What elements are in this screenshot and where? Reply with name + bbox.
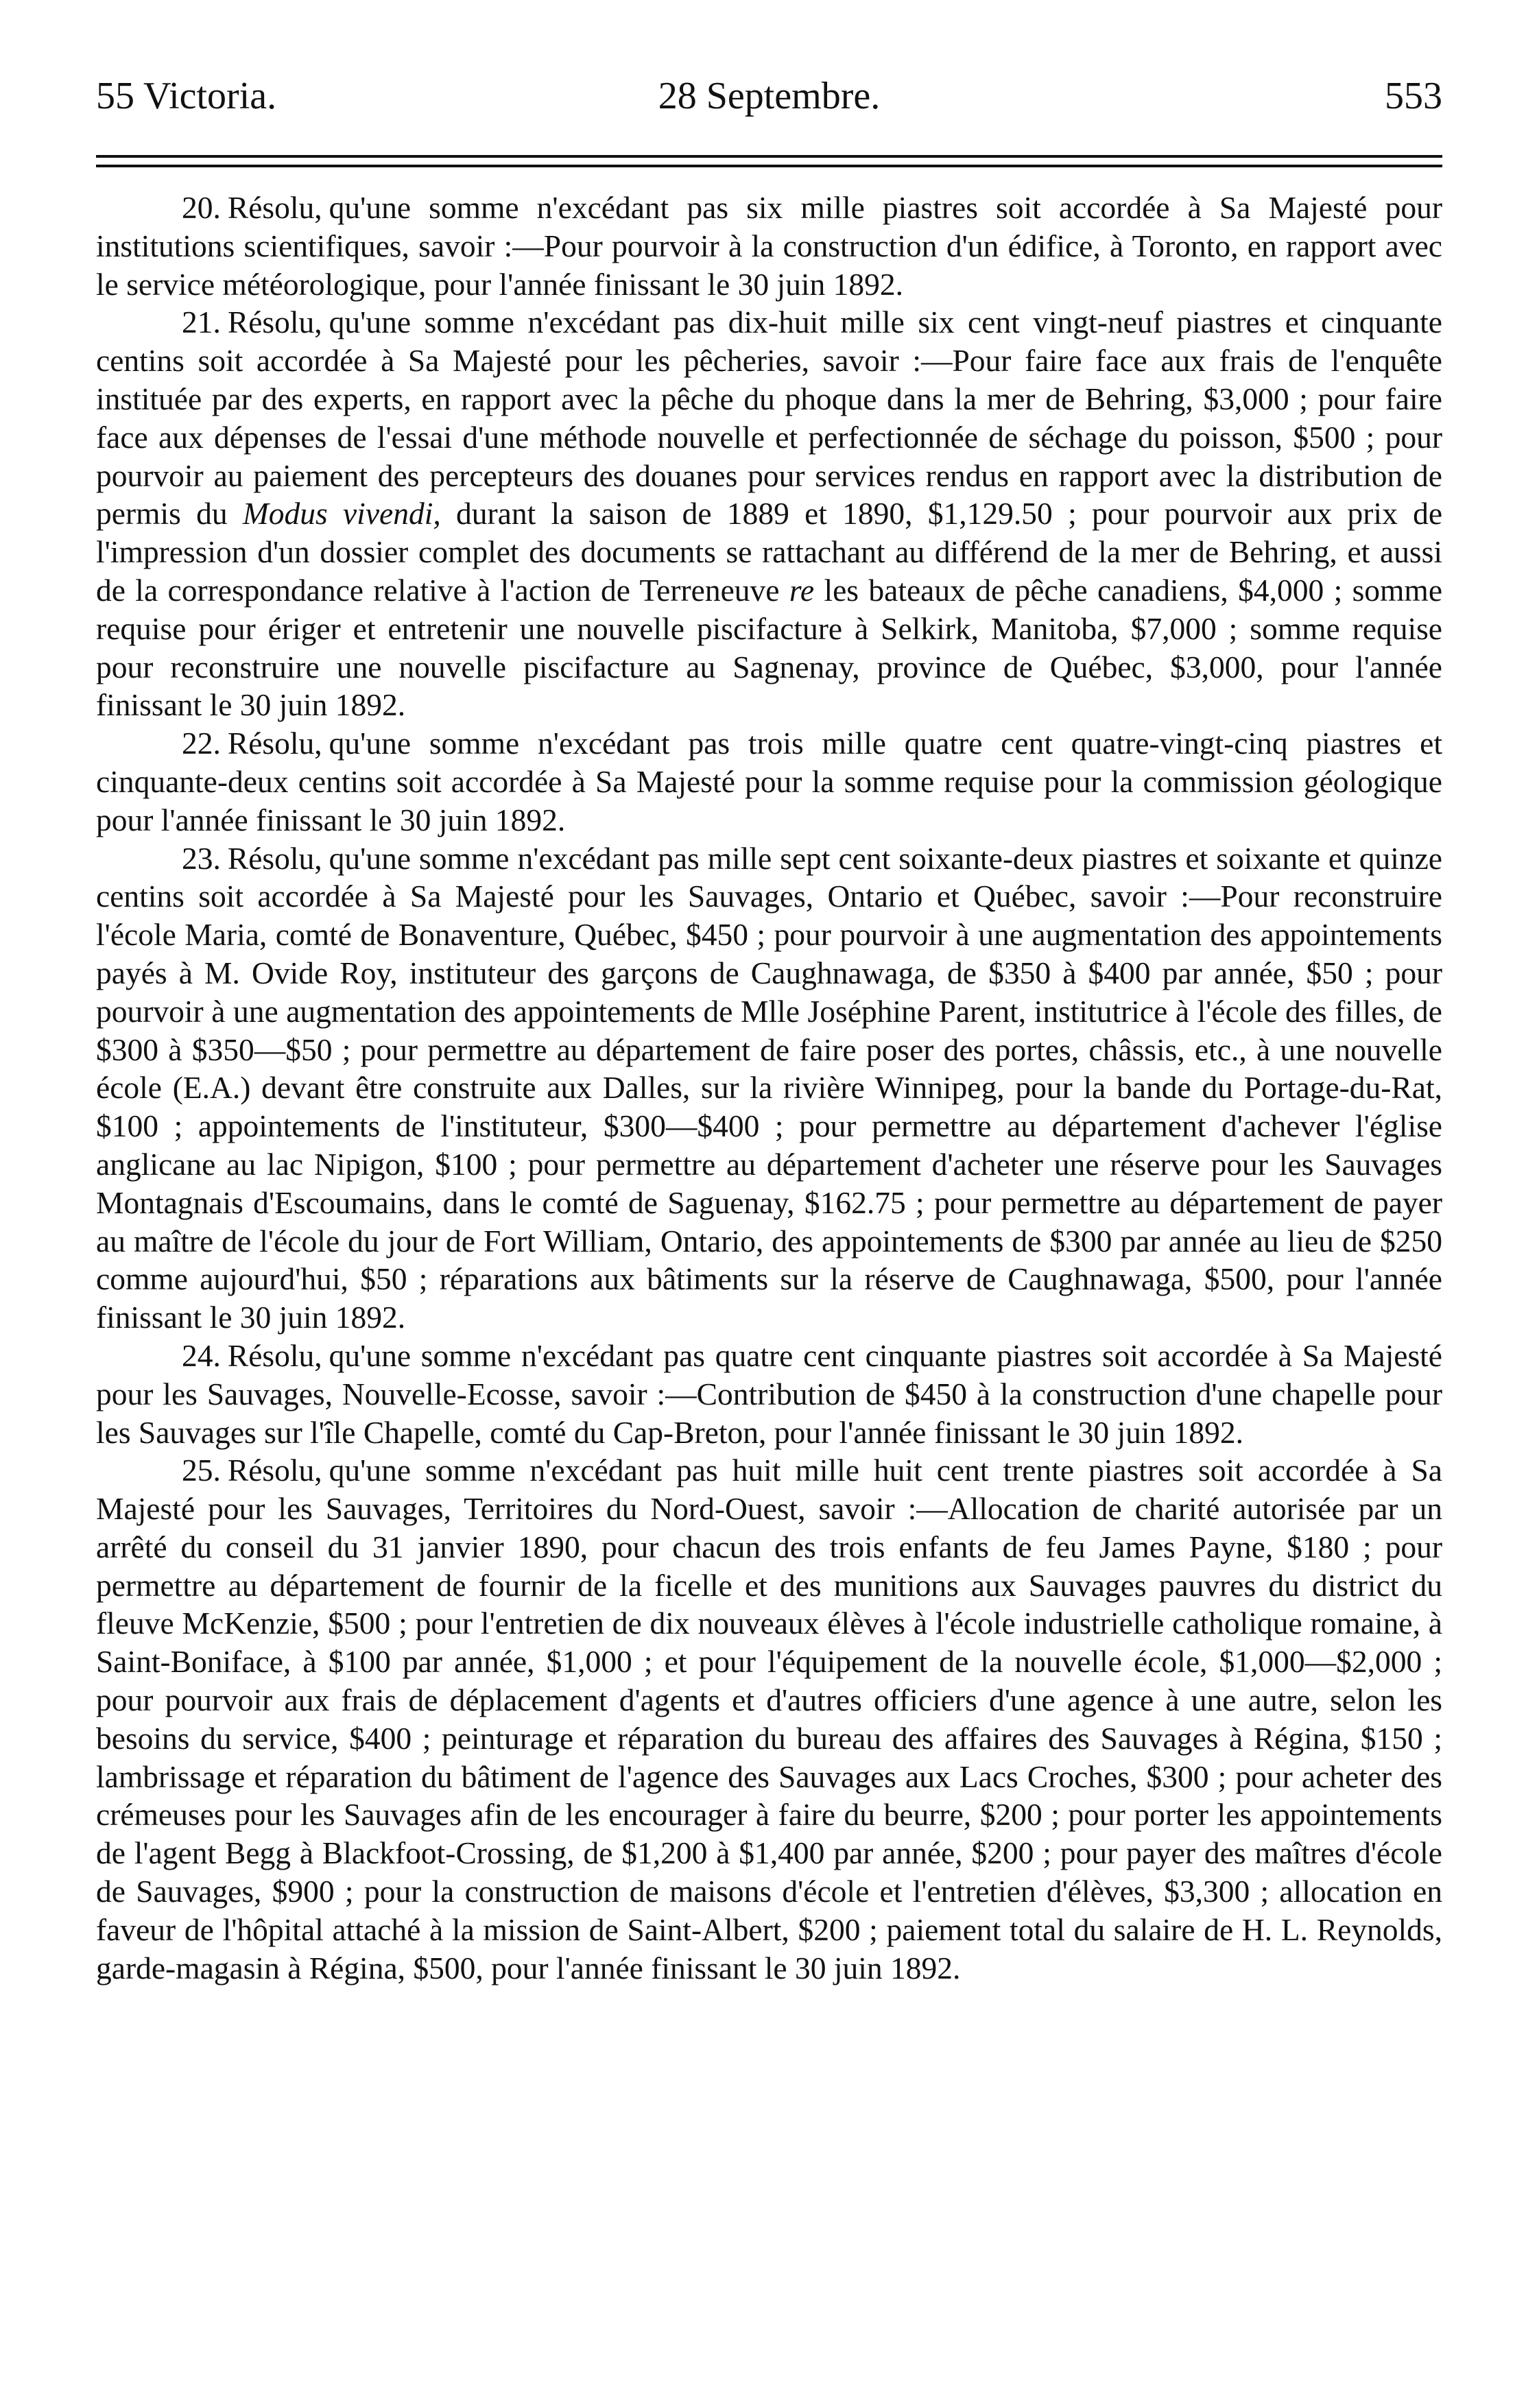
resolution-text: qu'une somme n'excédant pas mille sept cent soixante-deux piastres et soixante et quinze centins soit accordée à Sa Majesté pour les Sauvages, Ontario et Québec, savoir :—Pour reconstruire l'école Maria, comté de Bonaventure, Québec, $450 ; pour pourvoir à une augmentation des appointements payés à M. Ovide Roy, instituteur des garçons de Caughnawaga, de $350 à $400 par année, $50 ; pour pourvoir à une augmentation des appointements de Mlle Joséphine Parent, institutrice à l'école des filles, de $300 à $350—$50 ; pour permettre au département de faire poser des portes, châssis, etc., à une nouvelle école (E.A.) devant être construite aux Dalles, sur la rivière Winnipeg, pour la bande du Portage-du-Rat, $100 ; appointements de l'instituteur, $300—$400 ; pour permettre au département d'achever l'église anglicane au lac Nipigon, $100 ; pour permettre au département d'acheter une réserve pour les Sauvages Montagnais d'Escoumains, dans le comté de Saguenay, $162.75 ; pour permettre au département de payer au maître de l'école du jour de Fort William, Ontario, des appointements de $300 par année au lieu de $250 comme aujourd'hui, $50 ; réparations aux bâtiments sur la réserve de Caughnawaga, $500, pour l'année finissant le 30 juin 1892. [96,840,1442,1335]
header-date: 28 Septembre. [658,75,881,117]
italic-term: Modus vivendi, [242,496,441,532]
resolution-keyword: Résolu, [227,1453,322,1488]
resolution-text: qu'une somme n'excédant pas trois mille quatre cent quatre-vingt-cinq piastres et cinquante-deux centins soit accordée à Sa Majesté pour la somme requise pour la commission géologique pour l'année finissant le 30 juin 1892. [96,726,1442,837]
resolution-keyword: Résolu, [227,726,322,761]
document-body [96,189,1442,1987]
resolution-22 [96,724,1442,839]
resolution-number: 24. [182,1337,221,1373]
resolution-20 [96,189,1442,303]
resolution-text: durant la saison de 1889 et 1890, $1,129.50 ; pour pourvoir aux prix de l'impression d'un dossier complet des documents se rattachant au différend de la mer de Behring, et aussi de la correspondance relative à l'action de Terreneuve [96,496,1443,608]
resolution-text: qu'une somme n'excédant pas dix-huit mille six cent vingt-neuf piastres et cinquante centins soit accordée à Sa Majesté pour les pêcheries, savoir :—Pour faire face aux frais de l'enquête instituée par des experts, en rapport avec la pêche du phoque dans la mer de Behring, $3,000 ; pour faire face aux dépenses de l'essai d'une méthode nouvelle et perfectionnée de séchage du poisson, $500 ; pour pourvoir au paiement des percepteurs des douanes pour services rendus en rapport avec la distribution de permis du [96,305,1442,532]
resolution-text: les bateaux de pêche canadiens, $4,000 ; somme requise pour ériger et entretenir une nouvelle piscifacture à Selkirk, Manitoba, $7,000 ; somme requise pour reconstruire une nouvelle piscifacture au Sagnenay, province de Québec, $3,000, pour l'année finissant le 30 juin 1892. [96,572,1443,723]
resolution-number: 20. [182,190,221,225]
resolution-keyword: Résolu, [227,190,322,225]
page-number: 553 [1385,75,1442,117]
resolution-text: qu'une somme n'excédant pas huit mille huit cent trente piastres soit accordée à Sa Majesté pour les Sauvages, Territoires du Nord-Ouest, savoir :—Allocation de charité autorisée par un arrêté du conseil du 31 janvier 1890, pour chacun des trois enfants de feu James Payne, $180 ; pour permettre au département de fournir de la ficelle et des munitions aux Sauvages pauvres du district du fleuve McKenzie, $500 ; pour l'entretien de dix nouveaux élèves à l'école industrielle catholique romaine, à Saint-Boniface, à $100 par année, $1,000 ; et pour l'équipement de la nouvelle école, $1,000—$2,000 ; pour pourvoir aux frais de déplacement d'agents et d'autres officiers d'une agence à une autre, selon les besoins du service, $400 ; peinturage et réparation du bureau des affaires des Sauvages à Régina, $150 ; lambrissage et réparation du bâtiment de l'agence des Sauvages aux Lacs Croches, $300 ; pour acheter des crémeuses pour les Sauvages afin de les encourager à faire du beurre, $200 ; pour porter les appointements de l'agent Begg à Blackfoot-Crossing, de $1,200 à $1,400 par année, $200 ; pour payer des maîtres d'école de Sauvages, $900 ; pour la construction de maisons d'école et l'entretien d'élèves, $3,300 ; allocation en faveur de l'hôpital attaché à la mission de Saint-Albert, $200 ; paiement total du salaire de H. L. Reynolds, garde-magasin à Régina, $500, pour l'année finissant le 30 juin 1892. [96,1453,1442,1986]
resolution-text: qu'une somme n'excédant pas quatre cent cinquante piastres soit accordée à Sa Majesté pour les Sauvages, Nouvelle-Ecosse, savoir :—Contribution de $450 à la construction d'une chapelle pour les Sauvages sur l'île Chapelle, comté du Cap-Breton, pour l'année finissant le 30 juin 1892. [96,1337,1442,1450]
running-header [96,69,1442,123]
resolution-24 [96,1337,1442,1451]
header-rule-bottom [96,165,1442,167]
resolution-keyword: Résolu, [227,1337,322,1373]
resolution-keyword: Résolu, [227,305,322,340]
resolution-number: 21. [182,305,221,340]
resolution-keyword: Résolu, [227,840,322,876]
resolution-number: 25. [182,1453,221,1488]
resolution-21 [96,303,1442,724]
header-session: 55 Victoria. [96,75,277,117]
header-rule-top [96,155,1442,158]
resolution-number: 22. [182,726,221,761]
resolution-25 [96,1451,1442,1987]
resolution-number: 23. [182,840,221,876]
italic-term: re [789,572,815,608]
resolution-text: qu'une somme n'excédant pas six mille piastres soit accordée à Sa Majesté pour institutions scientifiques, savoir :—Pour pourvoir à la construction d'un édifice, à Toronto, en rapport avec le service météorologique, pour l'année finissant le 30 juin 1892. [96,190,1442,302]
resolution-23 [96,839,1442,1337]
